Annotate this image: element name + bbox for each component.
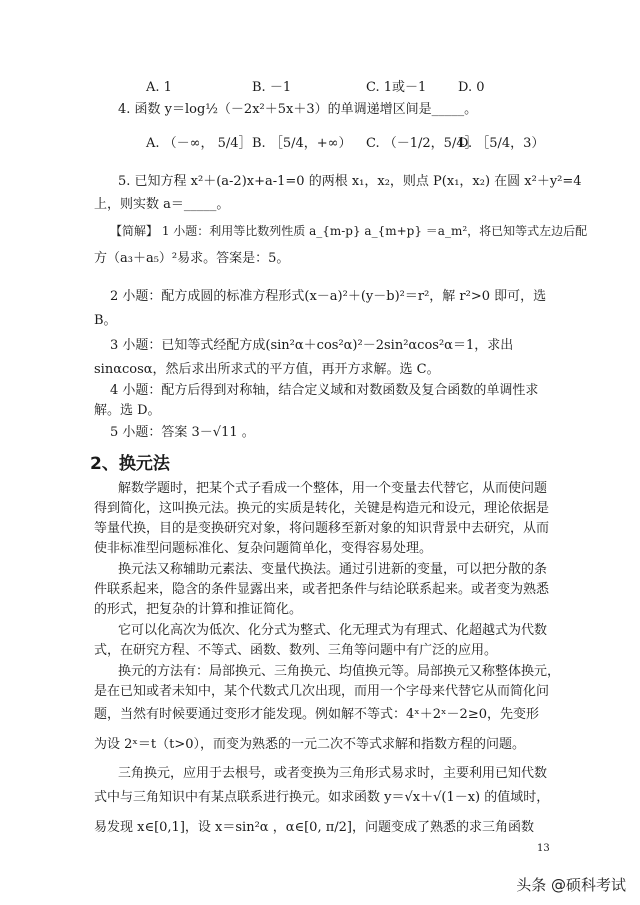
- q3-option-b: B. －1: [252, 80, 292, 95]
- watermark: 头条 @硕科考试: [516, 876, 626, 894]
- solution-5: 5 小题：答案 3－√11 。: [110, 425, 255, 440]
- paragraph-line: 换元法又称辅助元素法、变量代换法。通过引进新的变量，可以把分散的条: [118, 562, 548, 577]
- paragraph-line: 式中与三角知识中有某点联系进行换元。如求函数 y＝√x＋√(1－x) 的值域时，: [94, 790, 550, 805]
- paragraph-line: 是在已知或者未知中，某个代数式几次出现，而用一个字母来代替它从而简化问: [94, 684, 550, 699]
- paragraph-line: 它可以化高次为低次、化分式为整式、化无理式为有理式、化超越式为代数: [118, 623, 548, 638]
- q3-option-a: A. 1: [146, 80, 172, 95]
- paragraph-line: 为设 2ˣ＝t（t>0），而变为熟悉的一元二次不等式求解和指数方程的问题。: [94, 737, 526, 752]
- paragraph-line: 三角换元，应用于去根号，或者变换为三角形式易求时，主要利用已知代数: [118, 766, 548, 781]
- q5-line-1: 5. 已知方程 x²＋(a-2)x+a-1=0 的两根 x₁，x₂，则点 P(x₁，x₂) 在圆 x²＋y²=4: [118, 174, 582, 189]
- paragraph-line: 易发现 x∈[0,1]，设 x＝sin²α ，α∈[0, π/2]，问题变成了熟悉的求三角函数: [94, 820, 534, 835]
- paragraph-line: 的形式，把复杂的计算和推证简化。: [94, 602, 303, 617]
- paragraph-line: 等量代换，目的是变换研究对象，将问题移至新对象的知识背景中去研究，从而: [94, 521, 550, 536]
- solution-2-line-1: 2 小题：配方成圆的标准方程形式(x－a)²＋(y－b)²＝r²，解 r²>0 即可，选: [110, 289, 547, 304]
- q4-option-b: B. ［5/4，+∞）: [252, 136, 352, 151]
- solution-3-line-1: 3 小题：已知等式经配方成(sin²α＋cos²α)²－2sin²αcos²α＝1，求出: [110, 338, 514, 353]
- paragraph-line: 换元的方法有：局部换元、三角换元、均值换元等。局部换元又称整体换元，: [118, 664, 561, 679]
- paragraph-line: 使非标准型问题标准化、复杂问题简单化，变得容易处理。: [94, 541, 433, 556]
- solution-1-line-1: 【简解】 1 小题：利用等比数列性质 a_{m-p} a_{m+p} ＝a_m²，将已知等式左边后配: [110, 224, 588, 238]
- q3-option-d: D. 0: [458, 80, 485, 95]
- section-heading: 2、换元法: [90, 454, 170, 474]
- solution-4-line-2: 解。选 D。: [94, 403, 161, 418]
- q5-line-2: 上，则实数 a＝_____。: [94, 197, 230, 212]
- paragraph-line: 式，在研究方程、不等式、函数、数列、三角等问题中有广泛的应用。: [94, 643, 498, 658]
- paragraph-line: 件联系起来，隐含的条件显露出来，或者把条件与结论联系起来。或者变为熟悉: [94, 582, 550, 597]
- q4-option-d: D. ［5/4，3）: [458, 136, 545, 151]
- solution-4-line-1: 4 小题：配方后得到对称轴，结合定义域和对数函数及复合函数的单调性求: [110, 383, 539, 398]
- q4-option-a: A. （－∞， 5/4］: [146, 136, 252, 151]
- q4-stem: 4. 函数 y＝log½（－2x²＋5x＋3）的单调递增区间是_____。: [118, 102, 478, 117]
- paragraph-line: 得到简化，这叫换元法。换元的实质是转化，关键是构造元和设元，理论依据是: [94, 501, 550, 516]
- paragraph-line: 解数学题时，把某个式子看成一个整体，用一个变量去代替它，从而使问题: [118, 481, 548, 496]
- q3-option-c: C. 1或－1: [366, 80, 427, 95]
- solution-3-line-2: sinαcosα，然后求出所求式的平方值，再开方求解。选 C。: [94, 362, 440, 377]
- solution-1-line-2: 方（a₃＋a₅）²易求。答案是：5。: [94, 251, 290, 266]
- solution-2-line-2: B。: [94, 313, 117, 328]
- page-number: 13: [537, 843, 550, 854]
- paragraph-line: 题，当然有时候要通过变形才能发现。例如解不等式：4ˣ＋2ˣ－2≥0，先变形: [94, 707, 539, 722]
- q4-option-c: C. （－1/2，5/4］: [366, 136, 478, 151]
